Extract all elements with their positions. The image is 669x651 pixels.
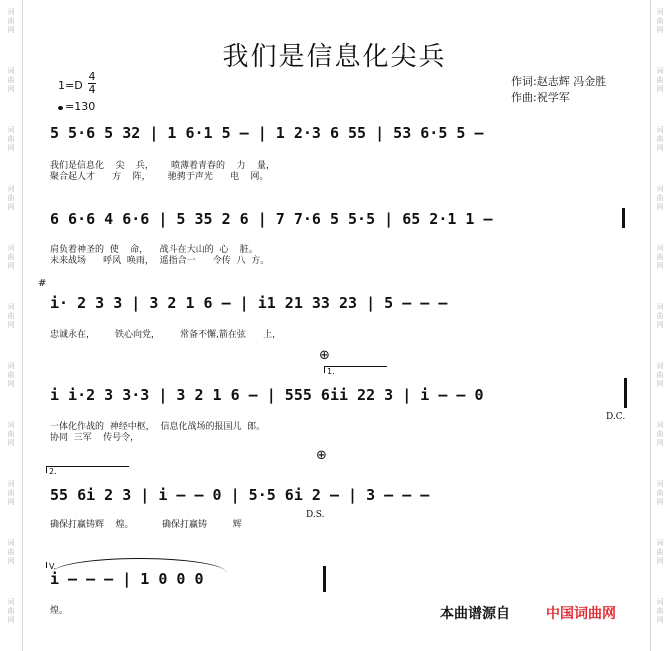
watermark-char: 曲 [7, 194, 15, 202]
watermark-char: 网 [656, 498, 664, 506]
tempo-marking [58, 100, 95, 113]
watermark-char: 词 [7, 480, 15, 488]
coda-sign-1: ⊕ [319, 348, 330, 363]
tempo-value: =130 [65, 100, 96, 113]
watermark-char: 网 [7, 321, 15, 329]
watermark-char: 词 [7, 244, 15, 252]
watermark-char: 曲 [656, 135, 664, 143]
watermark-char: 词 [7, 185, 15, 193]
watermark-char: 网 [7, 498, 15, 506]
watermark-char: 曲 [7, 17, 15, 25]
row-6-lyrics-1: 煌。 [50, 606, 69, 616]
time-signature-top: 4 [88, 70, 96, 83]
watermark-char: 网 [656, 262, 664, 270]
row-4-lyrics-2: 协同 三军 传号令， [50, 433, 140, 443]
time-signature-bottom: 4 [88, 83, 96, 96]
dal-segno-mark: D.S. [306, 510, 325, 520]
watermark-char: 网 [7, 439, 15, 447]
row-4-notes: i i·2 3 3·3 | 3 2 1 6 – | 555 6ii 22 3 | i – – 0 [50, 386, 484, 404]
row-4-lyrics-1: 一体化作战的 神经中枢， 信息化战场的报国儿 郎。 [50, 422, 266, 432]
watermark-char: 曲 [7, 76, 15, 84]
row-1-lyrics-2: 聚合起人才 方 阵， 驰骋于声光 电 网。 [50, 172, 269, 182]
site-link[interactable]: 中国词曲网 [546, 606, 616, 622]
third-ending [46, 562, 69, 571]
quarter-note-icon [58, 106, 63, 110]
source-label: 本曲谱源自 [440, 606, 510, 622]
watermark-char: 词 [656, 362, 664, 370]
watermark-char: 网 [656, 380, 664, 388]
watermark-char: 网 [7, 262, 15, 270]
watermark-char: 词 [7, 362, 15, 370]
watermark-char: 曲 [7, 371, 15, 379]
watermark-char: 网 [656, 616, 664, 624]
second-ending-label: 2. [49, 467, 57, 476]
watermark-char: 词 [656, 126, 664, 134]
watermark-char: 曲 [656, 607, 664, 615]
watermark-char: 网 [7, 380, 15, 388]
watermark-char: 曲 [656, 253, 664, 261]
watermark-char: 词 [7, 421, 15, 429]
watermark-char: 网 [656, 321, 664, 329]
watermark-char: 词 [656, 480, 664, 488]
watermark-char: 词 [656, 67, 664, 75]
watermark-char: 网 [7, 203, 15, 211]
lyricist: 作词:赵志辉 冯金胜 [511, 75, 607, 88]
watermark-char: 网 [7, 557, 15, 565]
watermark-char: 网 [656, 439, 664, 447]
watermark-char: 曲 [656, 312, 664, 320]
row-5-notes: 55 6i 2 3 | i – – 0 | 5·5 6i 2 – | 3 – – – [50, 486, 430, 504]
watermark-char: 曲 [7, 607, 15, 615]
watermark-char: 词 [7, 126, 15, 134]
watermark-char: 网 [656, 85, 664, 93]
watermark-char: 词 [656, 598, 664, 606]
composer: 作曲:祝学军 [511, 91, 570, 104]
watermark-char: 词 [7, 539, 15, 547]
watermark-char: 网 [7, 26, 15, 34]
row-3-lyrics-1: 忠诚永在， 铁心向党， 常备不懈,箭在弦 上， [50, 330, 282, 340]
third-ending-label: V. [49, 562, 56, 571]
repeat-barline [622, 208, 625, 228]
watermark-char: 词 [7, 598, 15, 606]
coda-sign-2: ⊕ [316, 448, 327, 463]
watermark-char: 词 [656, 539, 664, 547]
final-barline [323, 566, 326, 592]
credits [511, 74, 606, 106]
row-2-lyrics-2: 未来战场 呼风 唤雨， 遥指合一 令传 八 方。 [50, 256, 270, 266]
watermark-char: 网 [656, 203, 664, 211]
row-2-lyrics-1: 肩负着神圣的 使 命， 战斗在大山的 心 脏。 [50, 245, 258, 255]
watermark-char: 曲 [7, 430, 15, 438]
watermark-char: 曲 [656, 371, 664, 379]
watermark-char: 网 [656, 26, 664, 34]
watermark-char: 词 [7, 67, 15, 75]
breath-mark: # [38, 278, 47, 289]
watermark-char: 词 [7, 303, 15, 311]
watermark-char: 曲 [7, 135, 15, 143]
watermark-char: 曲 [656, 194, 664, 202]
watermark-char: 网 [7, 144, 15, 152]
key-signature: 1=D [58, 79, 83, 92]
watermark-char: 曲 [7, 253, 15, 261]
watermark-char: 词 [656, 185, 664, 193]
row-5-lyrics-1: 确保打赢铸辉 煌。 确保打赢铸 辉 [50, 520, 242, 530]
watermark-char: 词 [656, 303, 664, 311]
watermark-char: 网 [656, 557, 664, 565]
watermark-char: 曲 [656, 430, 664, 438]
time-signature [88, 71, 96, 96]
end-barline-1 [624, 378, 627, 408]
watermark-char: 曲 [656, 17, 664, 25]
da-capo-mark: D.C. [606, 412, 626, 422]
watermark-char: 曲 [656, 76, 664, 84]
first-ending-label: 1. [327, 367, 335, 376]
watermark-char: 曲 [656, 548, 664, 556]
watermark-char: 网 [656, 144, 664, 152]
watermark-char: 网 [7, 616, 15, 624]
watermark-char: 曲 [7, 548, 15, 556]
row-1-lyrics-1: 我们是信息化 尖 兵， 喷薄着青春的 力 量， [50, 161, 275, 171]
watermark-char: 词 [7, 8, 15, 16]
watermark-char: 网 [7, 85, 15, 93]
song-title: 我们是信息化尖兵 [222, 42, 447, 72]
row-1-notes: 5 5·6 5 32 | 1 6·1 5 – | 1 2·3 6 55 | 53 6·5 5 – [50, 124, 484, 142]
watermark-char: 曲 [7, 489, 15, 497]
watermark-char: 词 [656, 8, 664, 16]
second-ending [46, 466, 129, 476]
watermark-char: 词 [656, 421, 664, 429]
watermark-char: 曲 [7, 312, 15, 320]
row-3-notes: i· 2 3 3 | 3 2 1 6 – | i1 21 33 23 | 5 – – – [50, 294, 448, 312]
watermark-char: 词 [656, 244, 664, 252]
row-6-notes: i – – – | 1 0 0 0 [50, 570, 204, 588]
watermark-char: 曲 [656, 489, 664, 497]
first-ending [324, 366, 387, 376]
row-2-notes: 6 6·6 4 6·6 | 5 35 2 6 | 7 7·6 5 5·5 | 65 2·1 1 – [50, 210, 493, 228]
